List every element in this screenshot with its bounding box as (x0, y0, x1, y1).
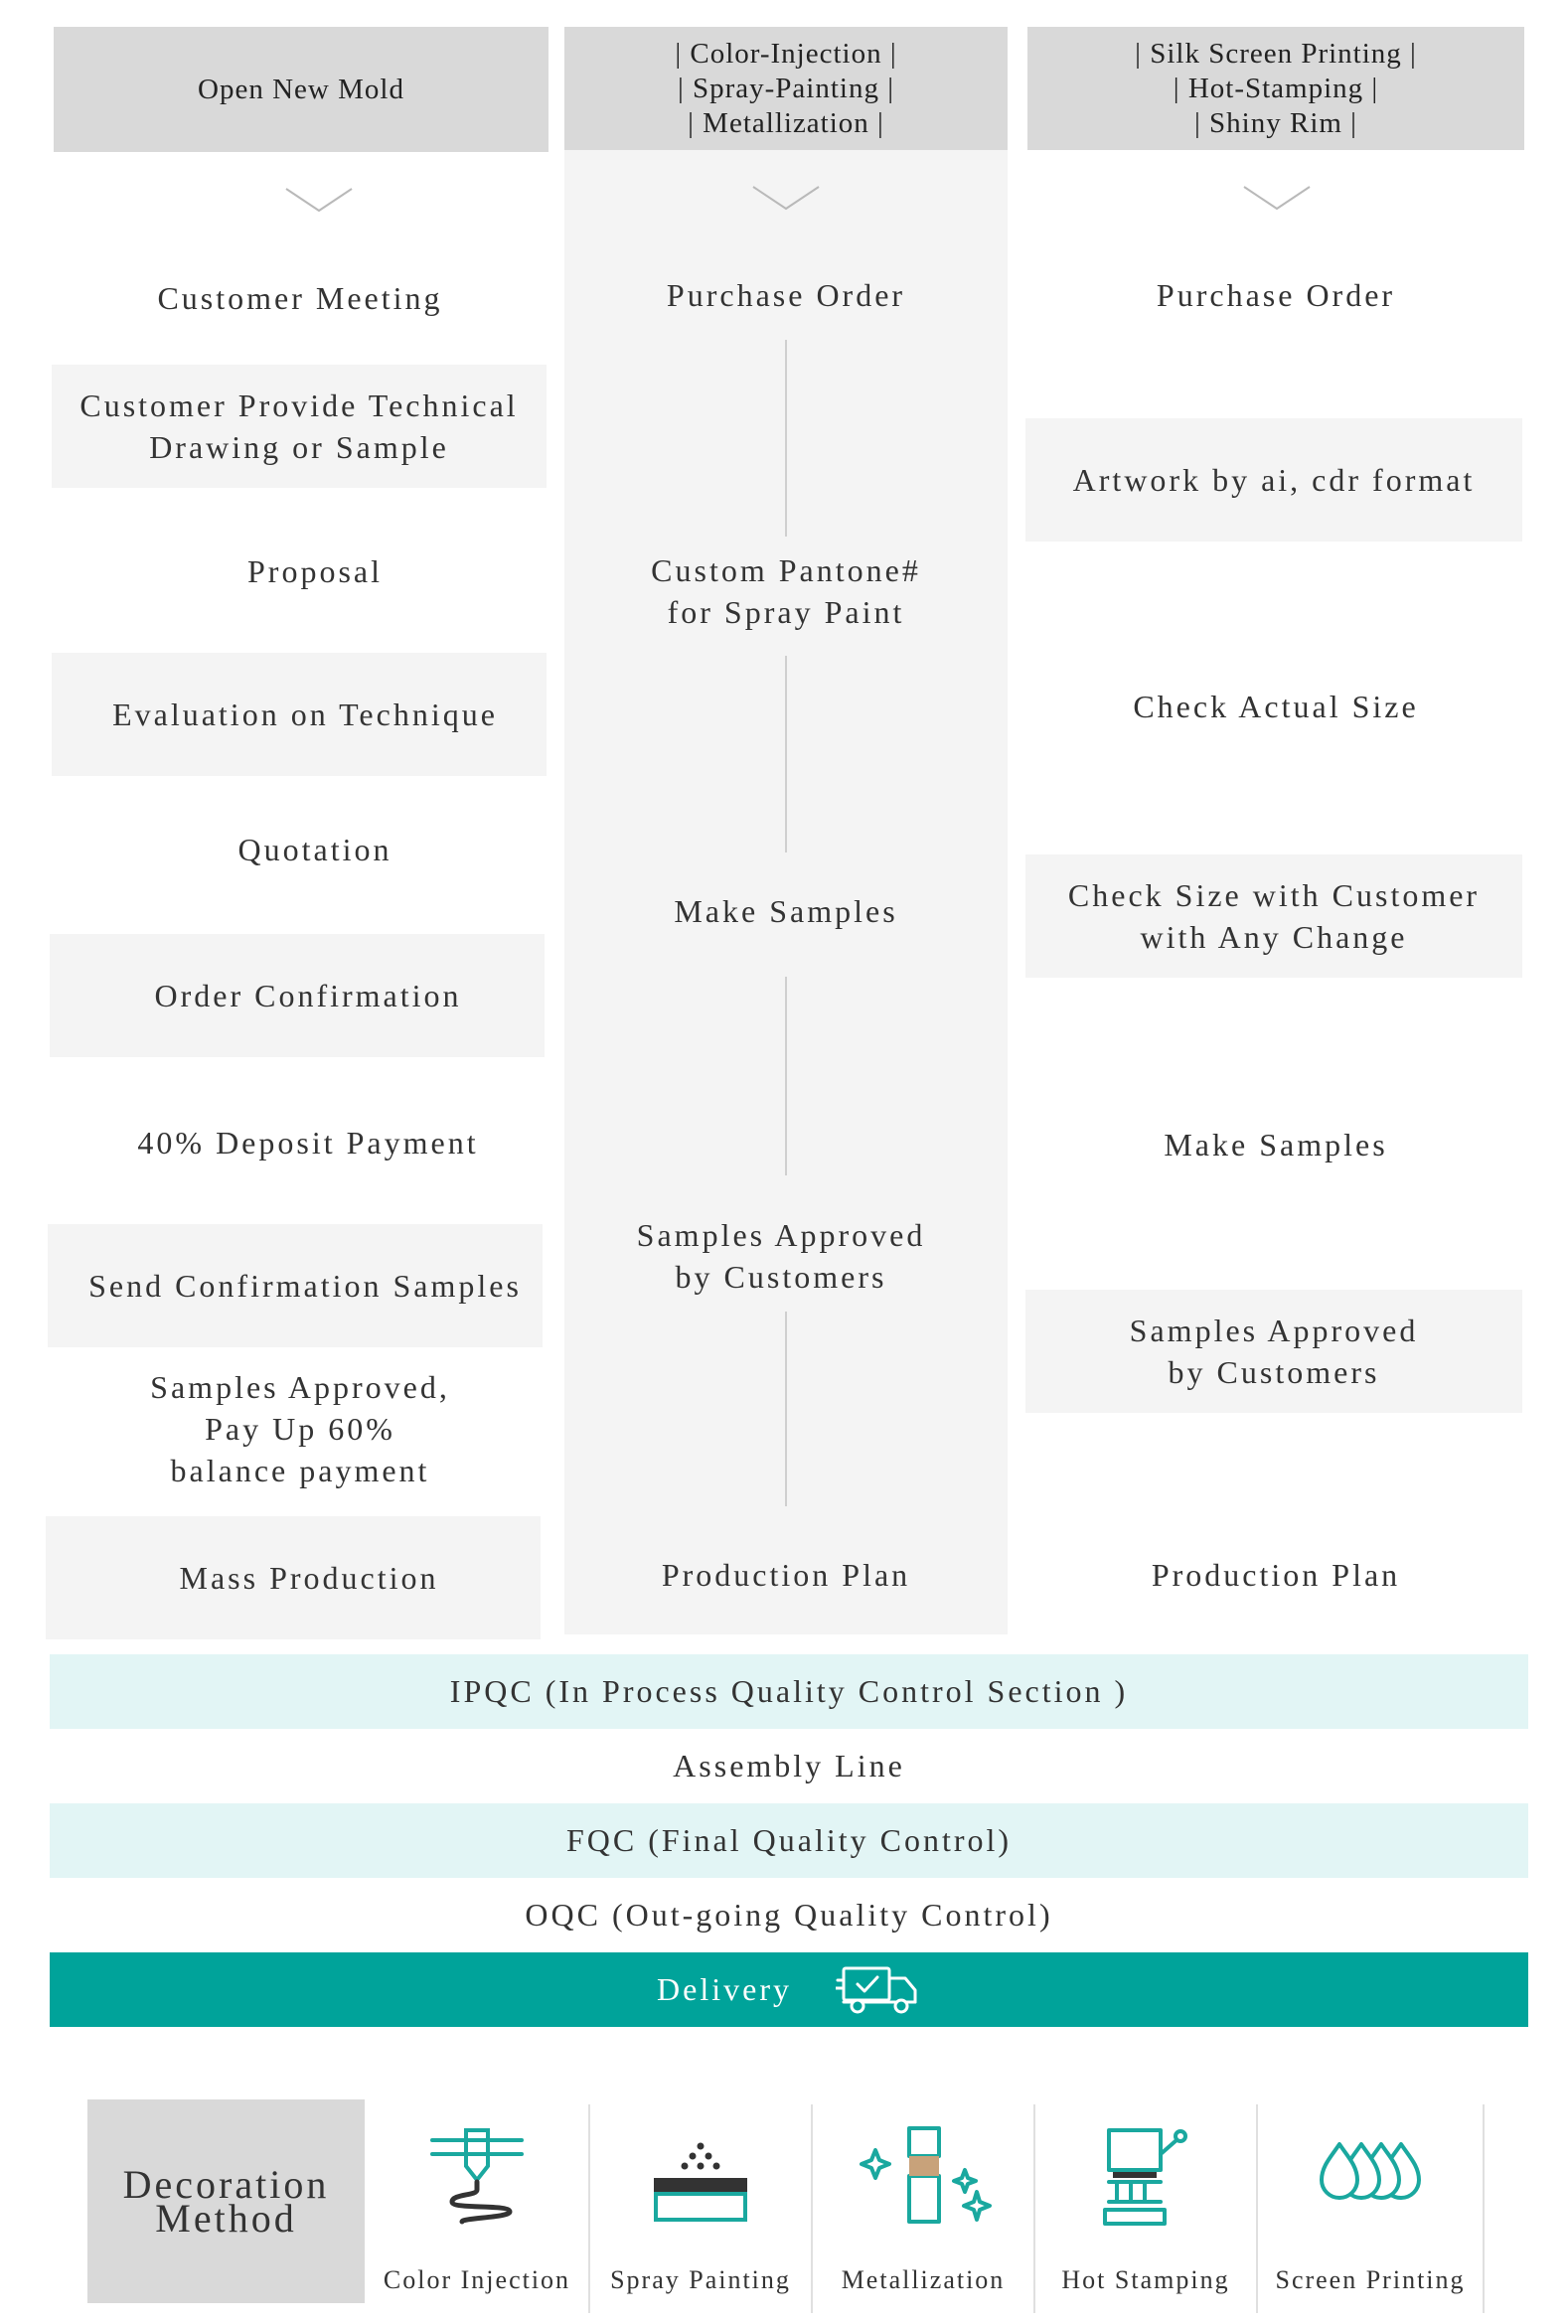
decoration-item-label: Hot Stamping (1061, 2265, 1230, 2294)
step-proposal: Proposal (247, 553, 383, 589)
step-purchase-order: Purchase Order (666, 277, 906, 313)
color-injection-icon (422, 2122, 532, 2232)
band-oqc (50, 1878, 1528, 1952)
step-deposit-payment: 40% Deposit Payment (137, 1125, 479, 1161)
step-custom-pantone: Custom Pantone# for Spray Paint (651, 552, 921, 630)
step-production-plan: Production Plan (1151, 1557, 1401, 1593)
step-confirmation-samples: Send Confirmation Samples (88, 1268, 522, 1304)
band-ipqc (50, 1654, 1528, 1729)
band-label: Delivery (657, 1971, 792, 2007)
step-technical-drawing: Customer Provide Technical Drawing or Sample (79, 387, 519, 465)
step-check-actual-size: Check Actual Size (1133, 689, 1419, 724)
band-label: FQC (Final Quality Control) (565, 1822, 1013, 1858)
chevron-down-icon (1242, 185, 1312, 213)
chevron-down-icon (751, 185, 821, 213)
connector-line (785, 656, 787, 852)
band-label: Assembly Line (673, 1748, 905, 1783)
step-production-plan: Production Plan (661, 1557, 911, 1593)
decoration-title: Decoration Method (122, 2161, 330, 2241)
spray-painting-icon (646, 2122, 755, 2232)
step-balance-payment: Samples Approved, Pay Up 60% balance payment (150, 1369, 450, 1488)
band-label: OQC (Out-going Quality Control) (525, 1897, 1053, 1933)
decoration-item-metallization (813, 2104, 1033, 2321)
chevron-down-icon (284, 187, 354, 215)
decoration-item-spray-painting (590, 2104, 811, 2321)
column-header-silk-screen (1027, 27, 1524, 150)
screen-printing-icon (1306, 2122, 1435, 2232)
step-purchase-order: Purchase Order (1156, 277, 1396, 313)
divider (1483, 2104, 1485, 2313)
band-fqc (50, 1803, 1528, 1878)
decoration-item-screen-printing (1258, 2104, 1483, 2321)
step-check-size-customer: Check Size with Customer with Any Change (1067, 877, 1481, 955)
decoration-item-hot-stamping (1035, 2104, 1256, 2321)
decoration-item-label: Screen Printing (1275, 2265, 1466, 2294)
step-samples-approved: Samples Approved by Customers (636, 1217, 926, 1295)
decoration-item-label: Metallization (841, 2265, 1006, 2294)
band-assembly-line (50, 1729, 1528, 1803)
band-delivery (50, 1952, 1528, 2027)
step-make-samples: Make Samples (1164, 1127, 1388, 1162)
decoration-item-label: Spray Painting (610, 2265, 791, 2294)
step-mass-production: Mass Production (179, 1560, 439, 1596)
band-label: IPQC (In Process Quality Control Section ) (449, 1673, 1129, 1709)
step-make-samples: Make Samples (674, 893, 898, 929)
step-artwork-format: Artwork by ai, cdr format (1072, 462, 1476, 498)
connector-line (785, 977, 787, 1175)
column-header-color-injection (564, 27, 1008, 150)
connector-line (785, 1312, 787, 1506)
step-evaluation: Evaluation on Technique (112, 697, 498, 732)
step-customer-meeting: Customer Meeting (157, 280, 443, 316)
delivery-truck-icon (836, 1964, 921, 2016)
connector-line (785, 340, 787, 537)
step-samples-approved: Samples Approved by Customers (1129, 1313, 1419, 1390)
decoration-title-box (87, 2099, 365, 2303)
column-header-label: | Color-Injection | | Spray-Painting | | Metallization | (675, 37, 897, 139)
decoration-item-color-injection (366, 2104, 588, 2321)
step-quotation: Quotation (237, 832, 392, 867)
column-header-label: Open New Mold (198, 73, 404, 105)
column-header-open-new-mold (54, 27, 549, 152)
step-order-confirmation: Order Confirmation (154, 978, 462, 1013)
hot-stamping-icon (1091, 2122, 1200, 2232)
metallization-icon (854, 2122, 993, 2232)
decoration-item-label: Color Injection (383, 2265, 571, 2294)
column-header-label: | Silk Screen Printing | | Hot-Stamping | | Shiny Rim | (1135, 37, 1417, 139)
